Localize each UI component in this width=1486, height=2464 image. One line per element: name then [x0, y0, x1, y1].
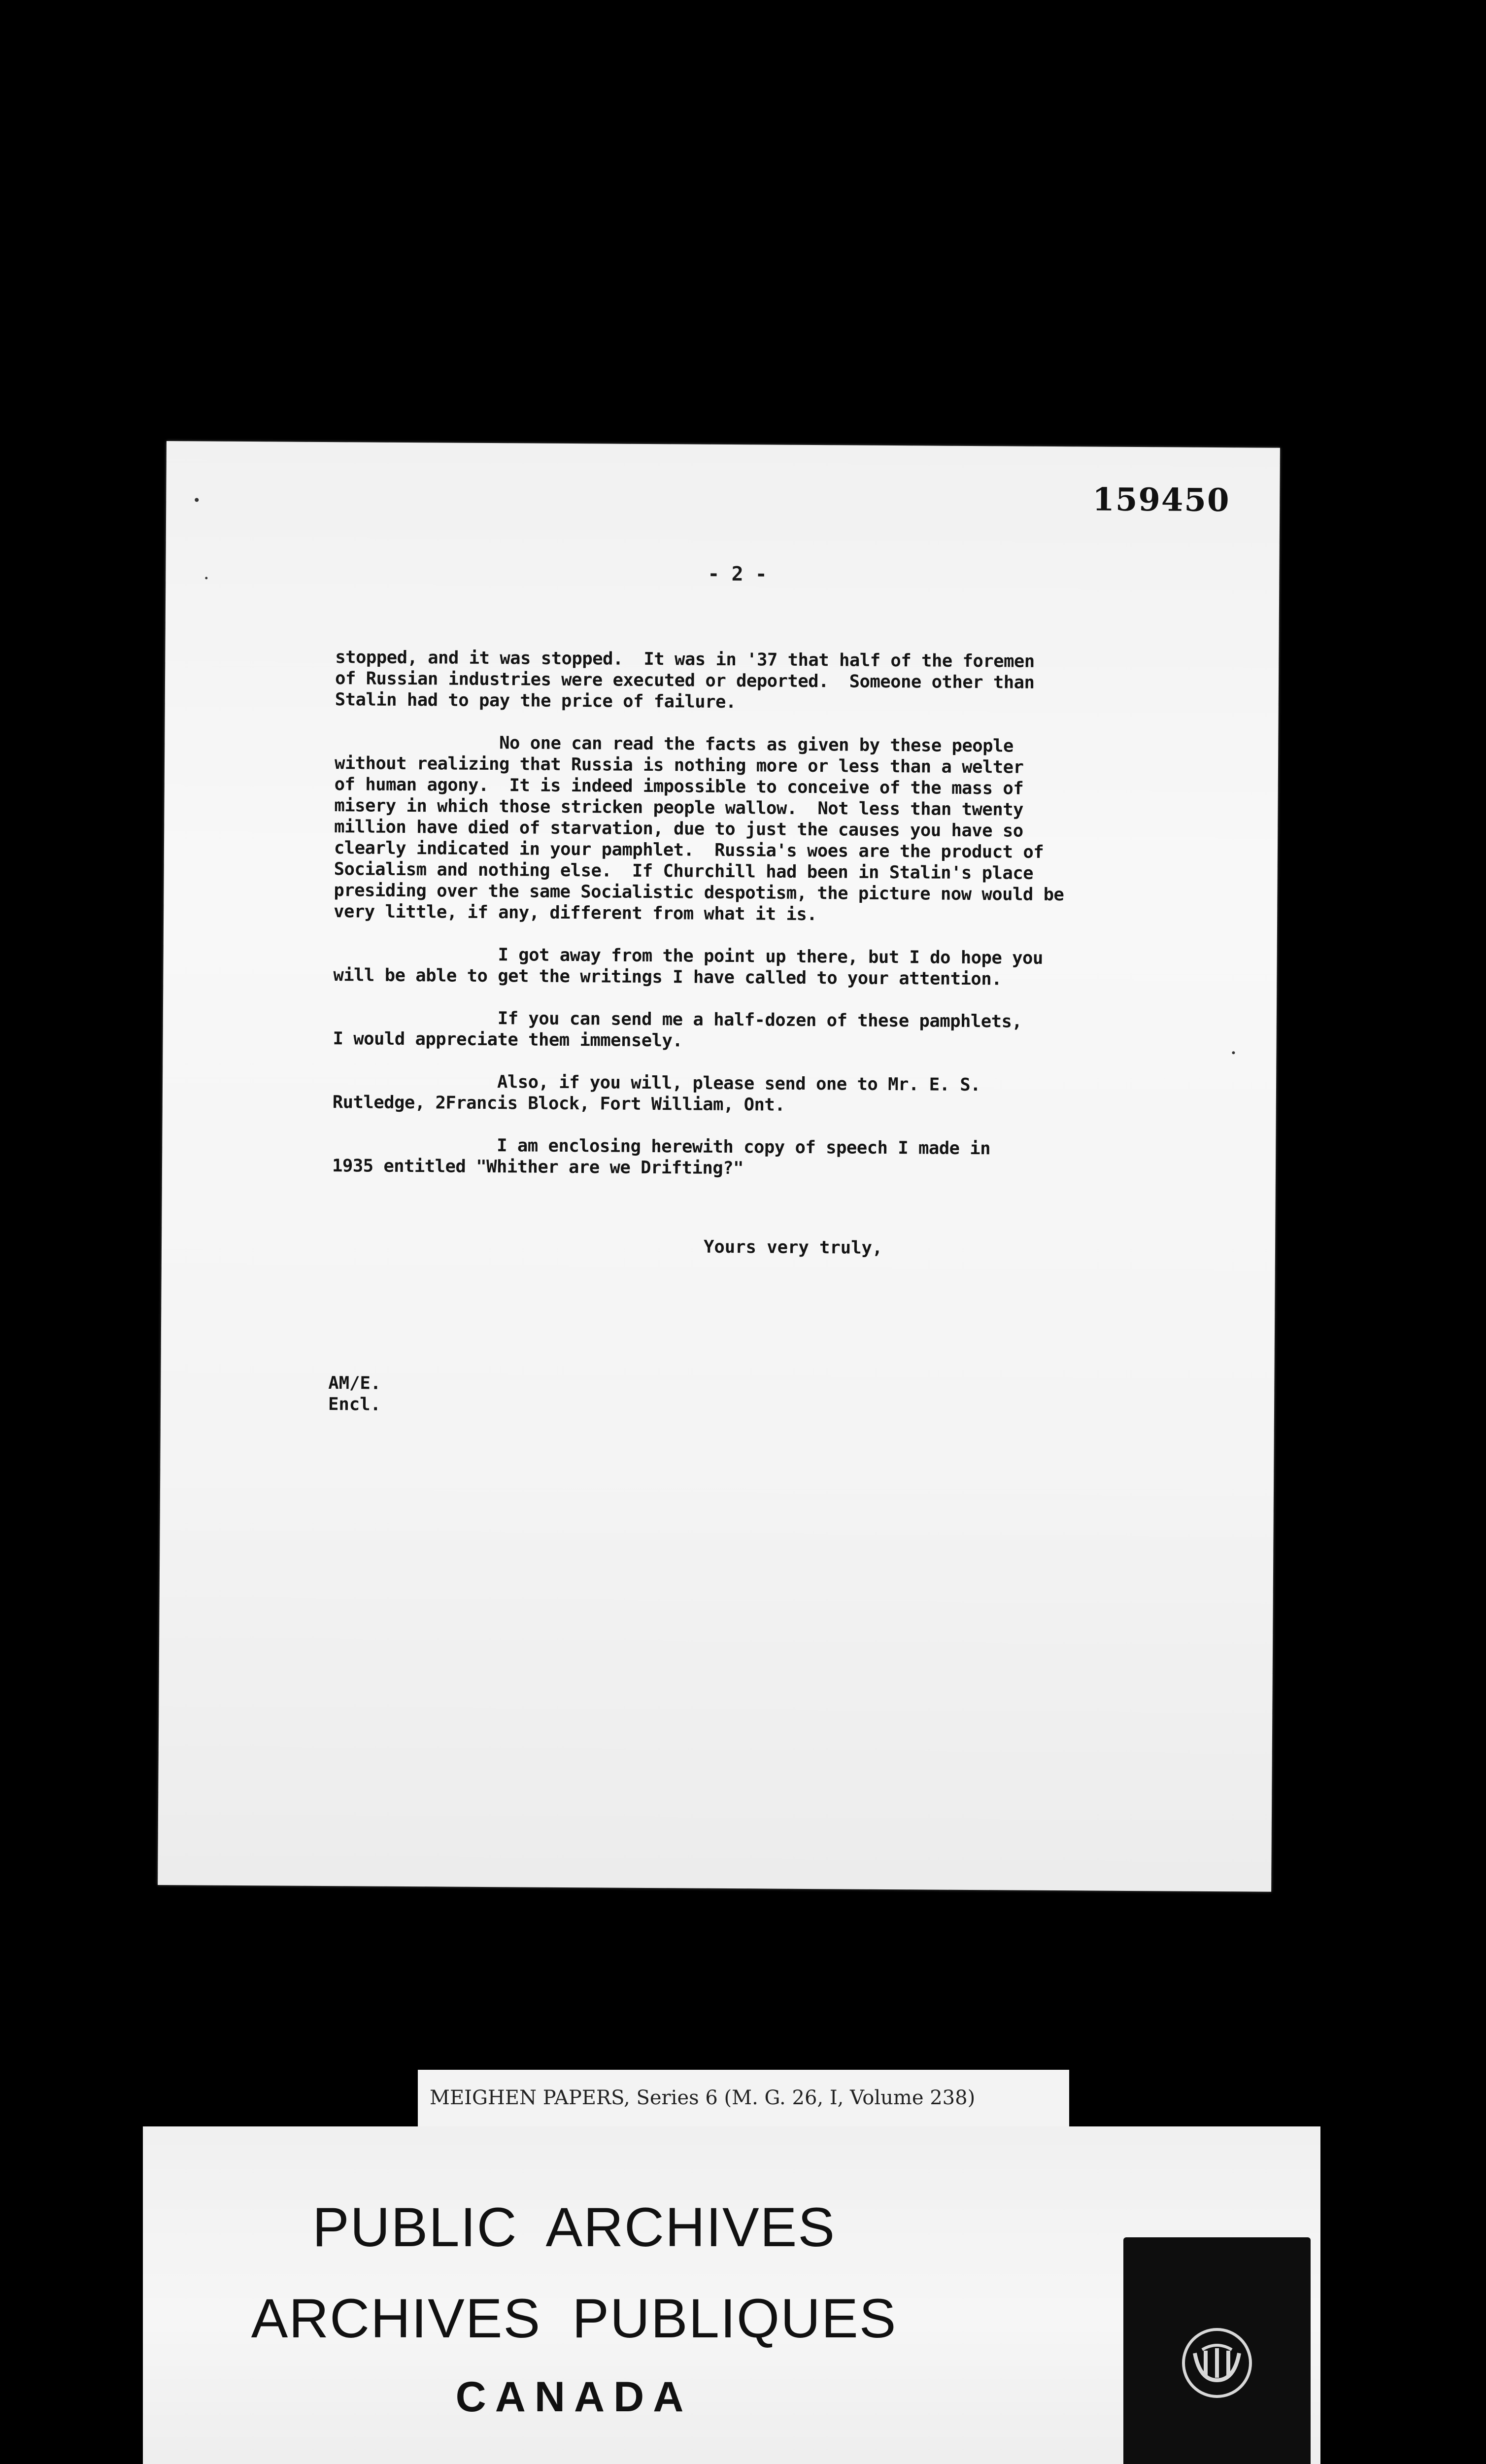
- text-line: presiding over the same Socialistic despotism, the picture now would be: [334, 880, 1064, 905]
- archives-title-english: PUBLIC ARCHIVES: [312, 2196, 836, 2258]
- text-line: of Russian industries were executed or deported. Someone other than: [335, 668, 1035, 693]
- text-line: I would appreciate them immensely.: [333, 1028, 683, 1051]
- text-line: million have died of starvation, due to just the causes you have so: [334, 817, 1023, 841]
- typist-initials-block: [328, 1372, 381, 1415]
- letter-page: [158, 441, 1280, 1892]
- text-line: 1935 entitled "Whither are we Drifting?": [332, 1156, 744, 1179]
- paper-speck: [195, 498, 199, 502]
- reference-strip: [418, 2070, 1069, 2128]
- text-line: Socialism and nothing else. If Churchill had been in Stalin's place: [334, 859, 1034, 884]
- archives-emblem-icon: [1180, 2326, 1254, 2400]
- paragraph: [333, 1007, 1170, 1054]
- paragraph: [335, 647, 1173, 715]
- text-line: Also, if you will, please send one to Mr. E. S.: [332, 1071, 981, 1095]
- text-line: clearly indicated in your pamphlet. Russia's woes are the product of: [334, 838, 1044, 862]
- text-line: without realizing that Russia is nothing more or less than a welter: [334, 753, 1024, 778]
- text-line: I got away from the point up there, but I do hope you: [333, 944, 1043, 968]
- paper-speck: [1232, 1051, 1235, 1054]
- text-line: misery in which those stricken people wallow. Not less than twenty: [334, 795, 1024, 820]
- paragraph: [332, 1134, 1170, 1181]
- archives-country: CANADA: [455, 2373, 693, 2421]
- text-line: Stalin had to pay the price of failure.: [335, 689, 736, 713]
- text-line: Rutledge, 2Francis Block, Fort William, Ont.: [332, 1092, 785, 1115]
- enclosure-note: Encl.: [328, 1394, 381, 1415]
- text-line: No one can read the facts as given by these people: [335, 732, 1013, 756]
- letter-body: [332, 647, 1173, 1181]
- text-line: will be able to get the writings I have called to your attention.: [333, 965, 1002, 990]
- letter-closing: Yours very truly,: [703, 1236, 883, 1258]
- archives-title-french: ARCHIVES PUBLIQUES: [251, 2288, 897, 2349]
- archives-card: [143, 2126, 1320, 2464]
- text-line: stopped, and it was stopped. It was in '37 that half of the foremen: [335, 647, 1035, 672]
- paragraph: [333, 943, 1171, 991]
- paragraph: [334, 731, 1172, 927]
- text-line: of human agony. It is indeed impossible to conceive of the mass of: [334, 774, 1024, 799]
- logo-block: [1123, 2237, 1311, 2464]
- paragraph: [333, 1070, 1170, 1118]
- typist-initials: AM/E.: [328, 1373, 381, 1394]
- text-line: If you can send me a half-dozen of these pamphlets,: [333, 1007, 1022, 1032]
- paper-speck: [205, 577, 207, 579]
- text-line: I am enclosing herewith copy of speech I made in: [332, 1134, 991, 1159]
- page-number: - 2 -: [708, 562, 767, 586]
- text-line: very little, if any, different from what it is.: [334, 901, 817, 925]
- document-number: 159450: [1092, 481, 1230, 519]
- collection-reference: MEIGHEN PAPERS, Series 6 (M. G. 26, I, Volume 238): [430, 2087, 976, 2109]
